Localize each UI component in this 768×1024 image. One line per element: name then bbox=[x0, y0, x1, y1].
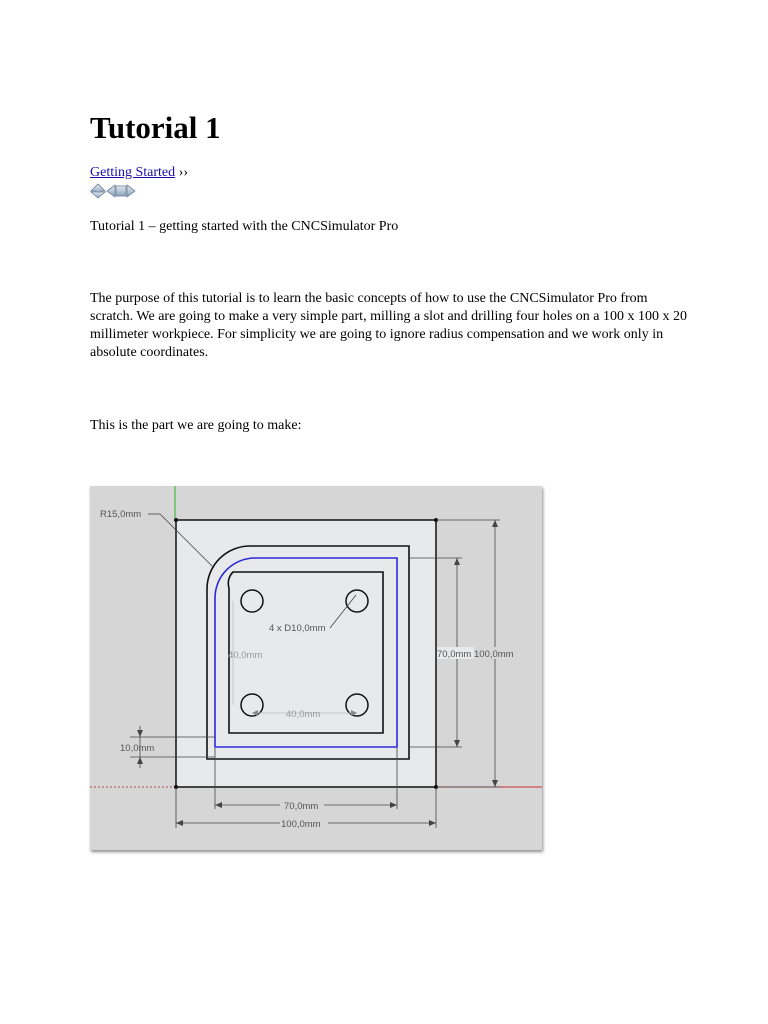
getting-started-link[interactable]: Getting Started bbox=[90, 165, 176, 180]
nav-home-icon bbox=[116, 186, 126, 196]
holes-label: 4 x D10,0mm bbox=[269, 623, 326, 634]
nav-forward-arrow-icon bbox=[127, 185, 135, 197]
tutorial-subtitle: Tutorial 1 – getting started with the CNCSimulator Pro bbox=[90, 219, 399, 234]
hole-spacing-h-label: 40,0mm bbox=[286, 709, 321, 720]
outer-height-label: 100,0mm bbox=[474, 649, 514, 660]
intro-paragraph: The purpose of this tutorial is to learn the basic concepts of how to use the CNCSimulator Pro from scratch. We are going to make a very simple part, milling a slot and drilling four holes on a 100 x 100 x 20 millimeter workpiece. For simplicity we are going to ignore radius compensation and we work only in absolute coordinates. bbox=[90, 291, 687, 360]
inner-width-label: 70,0mm bbox=[284, 801, 319, 812]
hole-spacing-v-label: 40,0mm bbox=[228, 650, 263, 661]
part-drawing-svg bbox=[90, 486, 542, 850]
nav-down-arrow-icon bbox=[91, 192, 105, 198]
page-title: Tutorial 1 bbox=[90, 110, 221, 145]
breadcrumb bbox=[90, 164, 188, 182]
inner-height-label: 70,0mm bbox=[437, 649, 472, 660]
navigation-arrows-icon[interactable] bbox=[90, 183, 140, 199]
slot-offset-label: 10,0mm bbox=[120, 743, 155, 754]
nav-back-arrow-icon bbox=[107, 185, 115, 197]
outer-width-label: 100,0mm bbox=[281, 819, 321, 830]
breadcrumb-separator: ›› bbox=[178, 165, 188, 180]
corner-dot bbox=[174, 518, 178, 522]
radius-label: R15,0mm bbox=[100, 509, 142, 520]
part-intro-text: This is the part we are going to make: bbox=[90, 418, 302, 433]
part-drawing bbox=[90, 486, 542, 850]
